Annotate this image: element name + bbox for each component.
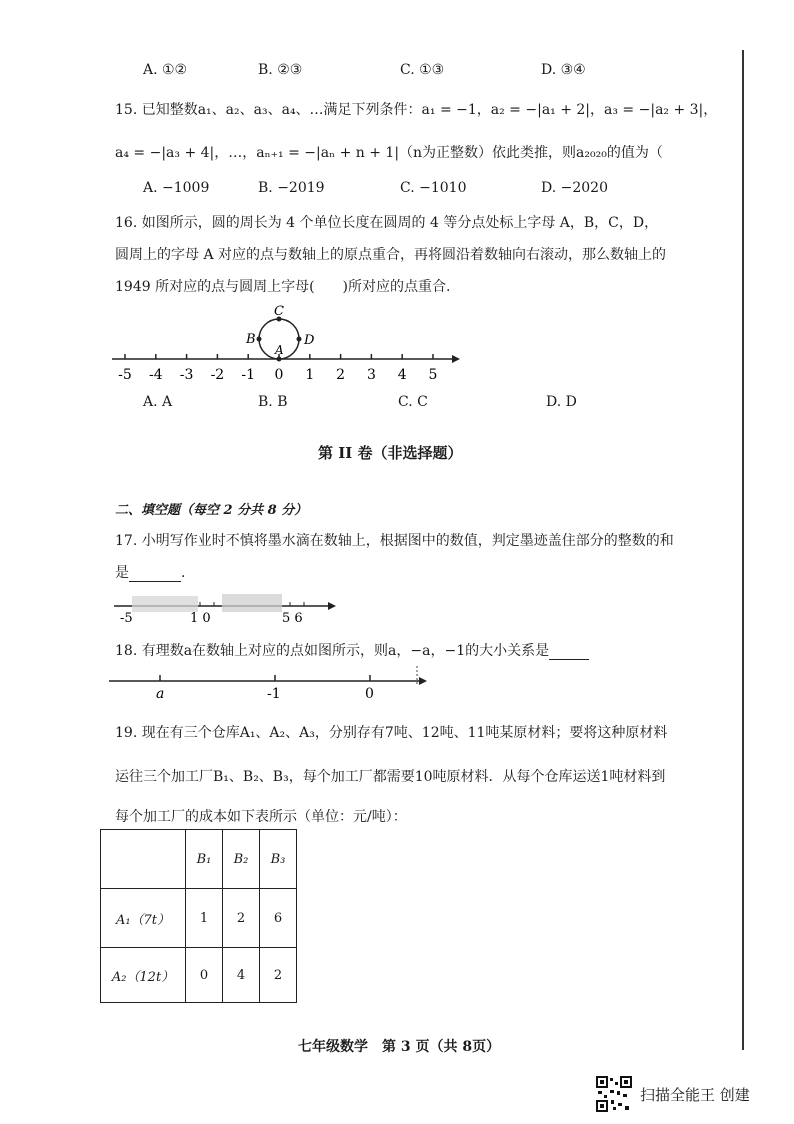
q19-cost-table xyxy=(100,829,297,1003)
q19-line-2: 运往三个加工厂B₁、B₂、B₃，每个加工厂都需要10吨原材料．从每个仓库运送1吨材料到 xyxy=(115,769,666,785)
q17-number-line-figure xyxy=(110,590,338,626)
q16-tick-label: -2 xyxy=(210,367,225,383)
q17-label-2: 1 0 xyxy=(190,611,211,626)
q16-tick-label: 1 xyxy=(305,367,315,383)
q15-line-2: a₄ = −|a₃ + 4|，…，aₙ₊₁ = −|aₙ + n + 1|（n为正整数）依此类推，则a₂₀₂₀的值为（ xyxy=(115,145,663,161)
q15-option-c: C. −1010 xyxy=(400,180,467,196)
q16-label-d: D xyxy=(304,333,315,348)
table-row xyxy=(101,889,297,948)
q16-label-c: C xyxy=(274,304,284,319)
q16-tick-label: -3 xyxy=(179,367,194,383)
q19-line-1: 19. 现在有三个仓库A₁、A₂、A₃，分别存有7吨、12吨、11吨某原材料；要将这种原材料 xyxy=(115,725,668,741)
q18-axis-arrow xyxy=(419,677,427,685)
q16-point-a xyxy=(277,357,282,362)
table-header-cell: B₃ xyxy=(260,830,297,889)
page-footer: 七年级数学 第 3 页（共 8页） xyxy=(298,1039,501,1055)
q16-label-b: B xyxy=(246,332,256,347)
q18-number-line-figure xyxy=(105,658,430,702)
q14-option-a: A. ①② xyxy=(143,62,188,78)
q17-label-3: 5 6 xyxy=(282,611,303,626)
q14-option-b: B. ②③ xyxy=(258,62,303,78)
watermark-text: 扫描全能王 创建 xyxy=(640,1086,750,1104)
q16-tick-label: 2 xyxy=(336,367,346,383)
table-row xyxy=(101,948,297,1003)
table-header-cell: B₁ xyxy=(186,830,223,889)
q14-option-d: D. ③④ xyxy=(541,62,586,78)
q15-option-d: D. −2020 xyxy=(541,180,608,196)
q16-number-line-figure xyxy=(100,298,460,390)
q16-point-b xyxy=(257,337,262,342)
q16-tick-label: 3 xyxy=(366,367,376,383)
q17-ink-blot-2 xyxy=(222,594,282,612)
q16-option-b: B. B xyxy=(258,394,288,410)
q14-option-c: C. ①③ xyxy=(400,62,445,78)
q16-line-2: 圆周上的字母 A 对应的点与数轴上的原点重合，再将圆沿着数轴向右滚动，那么数轴上的 xyxy=(115,247,667,263)
q16-label-a: A xyxy=(275,343,284,357)
q15-line-1: 15. 已知整数a₁、a₂、a₃、a₄、…满足下列条件：a₁ = −1，a₂ = −|a₁ + 2|，a₃ = −|a₂ + 3|， xyxy=(115,102,718,118)
q16-line-1: 16. 如图所示，圆的周长为 4 个单位长度在圆周的 4 等分点处标上字母 A，B，C，D， xyxy=(115,215,659,231)
q17-line-2-suffix: . xyxy=(181,565,186,581)
table-cell: 0 xyxy=(186,948,223,1003)
q16-option-a: A. A xyxy=(143,394,173,410)
q19-line-3: 每个加工厂的成本如下表所示（单位：元/吨）： xyxy=(115,809,407,825)
q18-label-minus-1: -1 xyxy=(267,686,281,702)
q16-tick-label: -4 xyxy=(148,367,163,383)
q16-tick-label: 5 xyxy=(428,367,438,383)
table-cell: 2 xyxy=(223,889,260,948)
q17-answer-blank[interactable] xyxy=(129,567,181,582)
table-header-cell: B₂ xyxy=(223,830,260,889)
table-cell: A₁（7t） xyxy=(101,889,186,948)
table-cell: 2 xyxy=(260,948,297,1003)
q16-axis-arrow xyxy=(452,355,460,363)
q16-option-c: C. C xyxy=(398,394,428,410)
table-header-row xyxy=(101,830,297,889)
q16-point-d xyxy=(297,337,302,342)
q15-option-b: B. −2019 xyxy=(258,180,325,196)
q17-ink-blot-1 xyxy=(132,596,198,612)
q17-label-1: -5 xyxy=(120,611,133,626)
q18-answer-blank[interactable] xyxy=(549,645,589,660)
q18-line-1 xyxy=(115,640,589,660)
q17-line-1: 17. 小明写作业时不慎将墨水滴在数轴上，根据图中的数值，判定墨迹盖住部分的整数的和 xyxy=(115,533,674,549)
table-cell: 6 xyxy=(260,889,297,948)
q17-line-2-prefix: 是 xyxy=(115,565,129,581)
q16-tick-labels xyxy=(118,367,437,383)
q17-line-2 xyxy=(115,562,185,582)
q17-axis-arrow xyxy=(328,602,336,610)
section-2-heading: 二、填空题（每空 2 分共 8 分） xyxy=(115,503,308,518)
page-edge-line xyxy=(742,50,744,1050)
table-cell: A₂（12t） xyxy=(101,948,186,1003)
q16-tick-label: -1 xyxy=(241,367,256,383)
table-cell: 1 xyxy=(186,889,223,948)
q15-option-a: A. −1009 xyxy=(143,180,210,196)
q16-tick-label: 4 xyxy=(397,367,407,383)
q16-line-3: 1949 所对应的点与圆周上字母( )所对应的点重合. xyxy=(115,279,451,295)
table-cell: 4 xyxy=(223,948,260,1003)
part-2-title: 第 II 卷（非选择题） xyxy=(318,444,463,462)
q18-label-0: 0 xyxy=(365,686,374,702)
q18-label-a: a xyxy=(156,686,165,702)
q18-line-1-text: 18. 有理数a在数轴上对应的点如图所示，则a，−a，−1的大小关系是 xyxy=(115,643,550,659)
q16-option-d: D. D xyxy=(546,394,577,410)
q16-tick-label: -5 xyxy=(118,367,132,383)
q16-tick-label: 0 xyxy=(274,367,284,383)
qr-code-icon xyxy=(596,1076,632,1112)
table-header-cell xyxy=(101,830,186,889)
